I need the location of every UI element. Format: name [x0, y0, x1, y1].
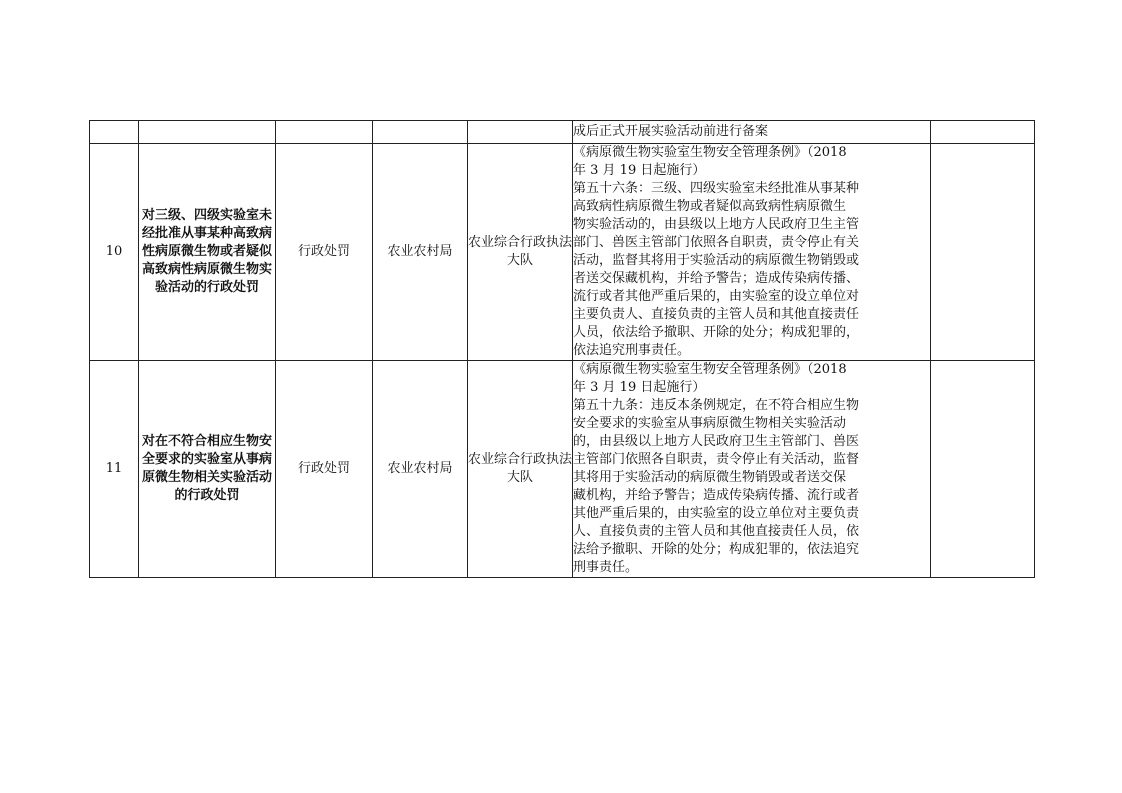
basis-line: 第五十六条：三级、四级实验室未经批准从事某种	[573, 181, 860, 196]
cell-department: 农业农村局	[373, 144, 468, 361]
basis-line: 安全要求的实验室从事病原微生物相关实验活动	[573, 416, 847, 431]
basis-line: 刑事责任。	[573, 560, 639, 575]
cell-item-name: 对在不符合相应生物安全要求的实验室从事病原微生物相关实验活动的行政处罚	[139, 361, 276, 578]
basis-line: 的，由县级以上地方人民政府卫生主管部门、兽医	[573, 434, 860, 449]
cell-number	[90, 121, 139, 144]
basis-line: 第五十九条：违反本条例规定，在不符合相应生物	[573, 398, 860, 413]
basis-line: 主管部门依照各自职责，责令停止有关活动，监督	[573, 452, 860, 467]
cell-legal-basis	[573, 121, 931, 144]
cell-remarks	[931, 361, 1035, 578]
basis-line: 依法追究刑事责任。	[573, 343, 691, 358]
basis-line: 物实验活动的，由县级以上地方人民政府卫生主管	[573, 217, 860, 232]
cell-remarks	[931, 144, 1035, 361]
basis-line: 成后正式开展实验活动前进行备案	[573, 124, 769, 139]
basis-line: 年 3 月 19 日起施行）	[573, 380, 706, 395]
cell-legal-basis	[573, 361, 931, 578]
cell-power-type: 行政处罚	[276, 144, 373, 361]
basis-line: 其将用于实验活动的病原微生物销毁或者送交保	[573, 470, 847, 485]
table-row-continuation	[90, 121, 1035, 144]
basis-line: 部门、兽医主管部门依照各自职责，责令停止有关	[573, 235, 860, 250]
basis-line: 人员，依法给予撤职、开除的处分；构成犯罪的，	[573, 325, 860, 340]
cell-power-type: 行政处罚	[276, 361, 373, 578]
table-row-10	[90, 144, 1035, 361]
cell-department	[373, 121, 468, 144]
cell-item-name	[139, 121, 276, 144]
basis-line: 其他严重后果的，由实验室的设立单位对主要负责	[573, 506, 860, 521]
basis-line: 《病原微生物实验室生物安全管理条例》（2018	[573, 145, 847, 160]
regulation-table	[89, 120, 1035, 578]
basis-line: 藏机构，并给予警告；造成传染病传播、流行或者	[573, 488, 860, 503]
cell-legal-basis	[573, 144, 931, 361]
basis-line: 者送交保藏机构，并给予警告；造成传染病传播、	[573, 271, 860, 286]
cell-item-name: 对三级、四级实验室未经批准从事某种高致病性病原微生物或者疑似高致病性病原微生物实验活动的行政处罚	[139, 144, 276, 361]
cell-department: 农业农村局	[373, 361, 468, 578]
basis-line: 人、直接负责的主管人员和其他直接责任人员，依	[573, 524, 860, 539]
cell-number: 10	[90, 144, 139, 361]
basis-line: 法给予撤职、开除的处分；构成犯罪的，依法追究	[573, 542, 860, 557]
cell-number: 11	[90, 361, 139, 578]
cell-implementing-unit: 农业综合行政执法大队	[468, 361, 573, 578]
basis-line: 流行或者其他严重后果的，由实验室的设立单位对	[573, 289, 860, 304]
basis-line: 《病原微生物实验室生物安全管理条例》（2018	[573, 362, 847, 377]
cell-implementing-unit	[468, 121, 573, 144]
basis-line: 年 3 月 19 日起施行）	[573, 163, 706, 178]
basis-line: 高致病性病原微生物或者疑似高致病性病原微生	[573, 199, 847, 214]
cell-remarks	[931, 121, 1035, 144]
basis-line: 主要负责人、直接负责的主管人员和其他直接责任	[573, 307, 860, 322]
cell-implementing-unit: 农业综合行政执法大队	[468, 144, 573, 361]
cell-power-type	[276, 121, 373, 144]
table-row-11	[90, 361, 1035, 578]
basis-line: 活动，监督其将用于实验活动的病原微生物销毁或	[573, 253, 860, 268]
